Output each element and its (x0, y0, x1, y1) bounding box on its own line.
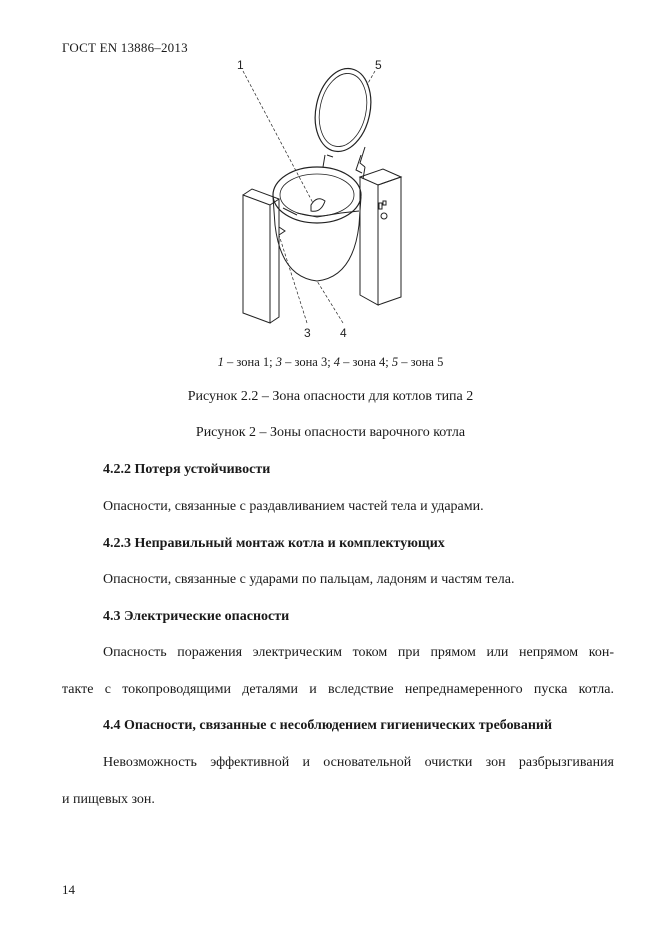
page-number: 14 (62, 882, 75, 897)
section-4-4-heading: 4.4 Опасности, связанные с несоблюдением гигиенических требований (103, 718, 553, 733)
section-4-4-text-line1: Невозможность эффективной и основательной очистки зон разбрызгивания (103, 755, 614, 770)
figure-label-1: 1 (237, 58, 244, 72)
figure-caption-2: Рисунок 2 – Зоны опасности варочного котла (195, 425, 466, 440)
kettle-lid-icon (308, 63, 378, 173)
figure-label-5: 5 (375, 58, 382, 72)
section-4-3-heading: 4.3 Электрические опасности (103, 609, 290, 624)
document-header: ГОСТ EN 13886–2013 (62, 40, 188, 55)
figure-label-4: 4 (340, 326, 347, 340)
kettle-body-icon (273, 155, 361, 281)
figure-label-3: 3 (304, 326, 311, 340)
figure-caption-2-2: Рисунок 2.2 – Зона опасности для котлов типа 2 (187, 389, 474, 404)
kettle-hazard-figure (225, 55, 425, 345)
section-4-2-3-heading: 4.2.3 Неправильный монтаж котла и комплектующих (103, 536, 445, 551)
figure-legend: 1 – зона 1; 3 – зона 3; 4 – зона 4; 5 – зона 5 (217, 355, 444, 369)
section-4-2-2-heading: 4.2.2 Потеря устойчивости (103, 462, 271, 477)
section-4-2-2-text: Опасности, связанные с раздавливанием частей тела и ударами. (103, 499, 484, 514)
section-4-3-text-line2: такте с токопроводящими деталями и вследствие непреднамеренного пуска котла. (62, 682, 614, 697)
section-4-3-text-line1: Опасность поражения электрическим током при прямом или непрямом кон- (103, 645, 614, 660)
right-pillar-icon (360, 167, 401, 305)
section-4-2-3-text: Опасности, связанные с ударами по пальцам, ладоням и частям тела. (103, 572, 515, 587)
figure-pointer-lines (243, 71, 375, 323)
section-4-4-text-line2: и пищевых зон. (62, 792, 155, 807)
